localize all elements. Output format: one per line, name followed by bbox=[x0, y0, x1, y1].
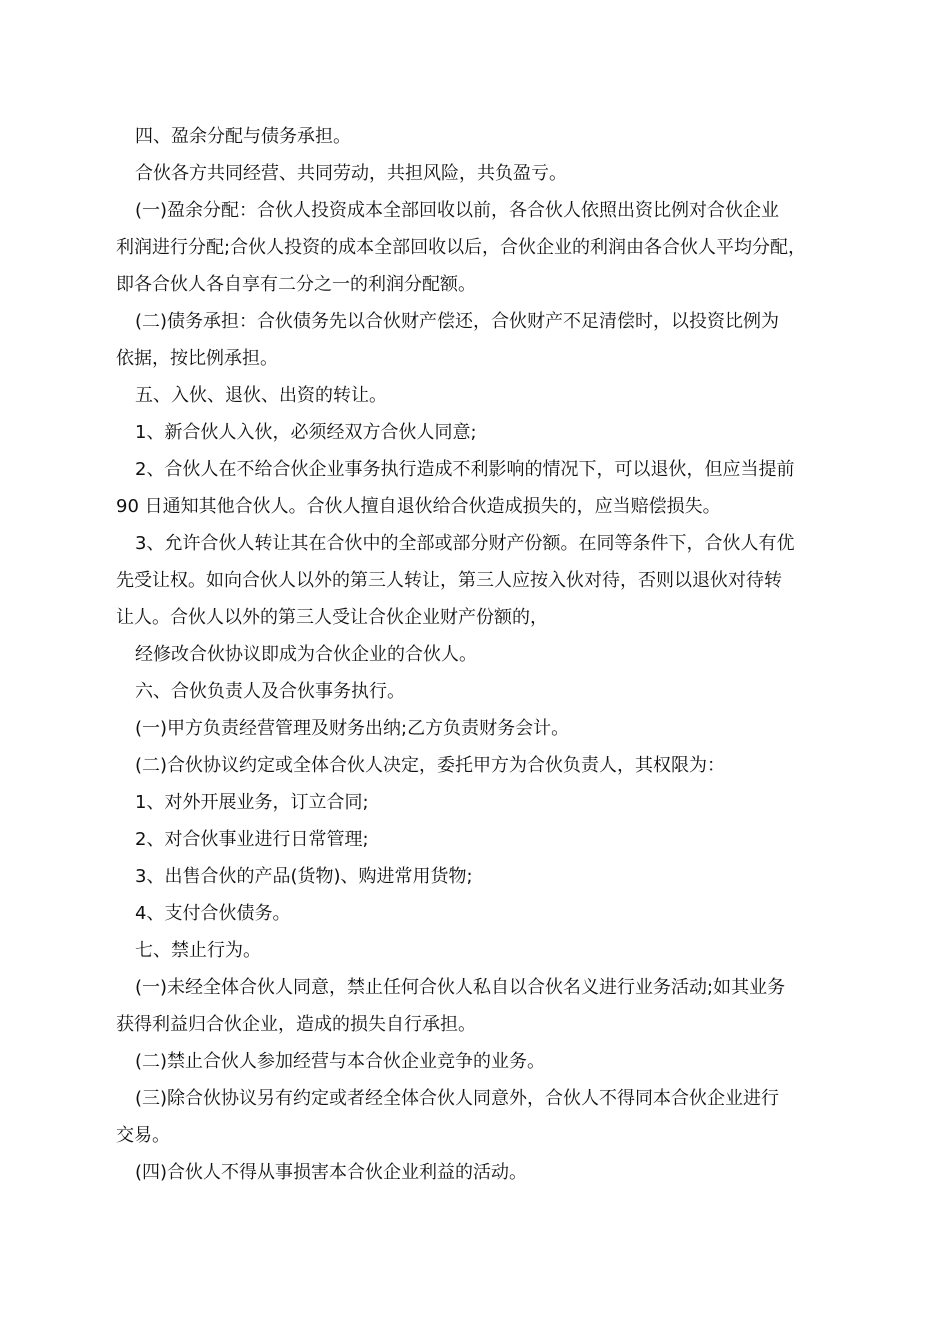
section-heading-responsible-person: 六、合伙负责人及合伙事务执行。 bbox=[135, 681, 405, 702]
paragraph-line: 1、新合伙人入伙，必须经双方合伙人同意; bbox=[135, 422, 477, 443]
paragraph-line: 3、允许合伙人转让其在合伙中的全部或部分财产份额。在同等条件下，合伙人有优 bbox=[135, 533, 795, 554]
paragraph-line: (四)合伙人不得从事损害本合伙企业利益的活动。 bbox=[135, 1162, 528, 1183]
section-heading-profit-debt: 四、盈余分配与债务承担。 bbox=[135, 126, 351, 147]
paragraph-line: 90 日通知其他合伙人。合伙人擅自退伙给合伙造成损失的，应当赔偿损失。 bbox=[116, 496, 721, 517]
list-item: 1、对外开展业务，订立合同; bbox=[135, 792, 369, 813]
paragraph-line: 合伙各方共同经营、共同劳动，共担风险，共负盈亏。 bbox=[135, 163, 567, 184]
paragraph-line: 经修改合伙协议即成为合伙企业的合伙人。 bbox=[135, 644, 477, 665]
paragraph-line: 即各合伙人各自享有二分之一的利润分配额。 bbox=[116, 274, 476, 295]
paragraph-line: (三)除合伙协议另有约定或者经全体合伙人同意外，合伙人不得同本合伙企业进行 bbox=[135, 1088, 780, 1109]
paragraph-line: 先受让权。如向合伙人以外的第三人转让，第三人应按入伙对待，否则以退伙对待转 bbox=[116, 570, 782, 591]
paragraph-line: (二)禁止合伙人参加经营与本合伙企业竞争的业务。 bbox=[135, 1051, 546, 1072]
document-body bbox=[116, 118, 846, 1191]
paragraph-line: (一)甲方负责经营管理及财务出纳;乙方负责财务会计。 bbox=[135, 718, 570, 739]
paragraph-line: 2、合伙人在不给合伙企业事务执行造成不利影响的情况下，可以退伙，但应当提前 bbox=[135, 459, 795, 480]
paragraph-line: (一)盈余分配：合伙人投资成本全部回收以前，各合伙人依照出资比例对合伙企业 bbox=[135, 200, 780, 221]
section-heading-prohibited-acts: 七、禁止行为。 bbox=[135, 940, 261, 961]
paragraph-line: 让人。合伙人以外的第三人受让合伙企业财产份额的， bbox=[116, 607, 548, 628]
paragraph-line: (二)债务承担：合伙债务先以合伙财产偿还，合伙财产不足清偿时，以投资比例为 bbox=[135, 311, 780, 332]
list-item: 3、出售合伙的产品(货物)、购进常用货物; bbox=[135, 866, 473, 887]
paragraph-line: (二)合伙协议约定或全体合伙人决定，委托甲方为合伙负责人，其权限为： bbox=[135, 755, 726, 776]
section-heading-admission-withdrawal: 五、入伙、退伙、出资的转让。 bbox=[135, 385, 387, 406]
paragraph-line: 依据，按比例承担。 bbox=[116, 348, 278, 369]
paragraph-line: (一)未经全体合伙人同意，禁止任何合伙人私自以合伙名义进行业务活动;如其业务 bbox=[135, 977, 786, 998]
list-item: 2、对合伙事业进行日常管理; bbox=[135, 829, 369, 850]
list-item: 4、支付合伙债务。 bbox=[135, 903, 291, 924]
paragraph-line: 获得利益归合伙企业，造成的损失自行承担。 bbox=[116, 1014, 476, 1035]
paragraph-line: 利润进行分配;合伙人投资的成本全部回收以后，合伙企业的利润由各合伙人平均分配， bbox=[116, 237, 807, 258]
paragraph-line: 交易。 bbox=[116, 1125, 170, 1146]
